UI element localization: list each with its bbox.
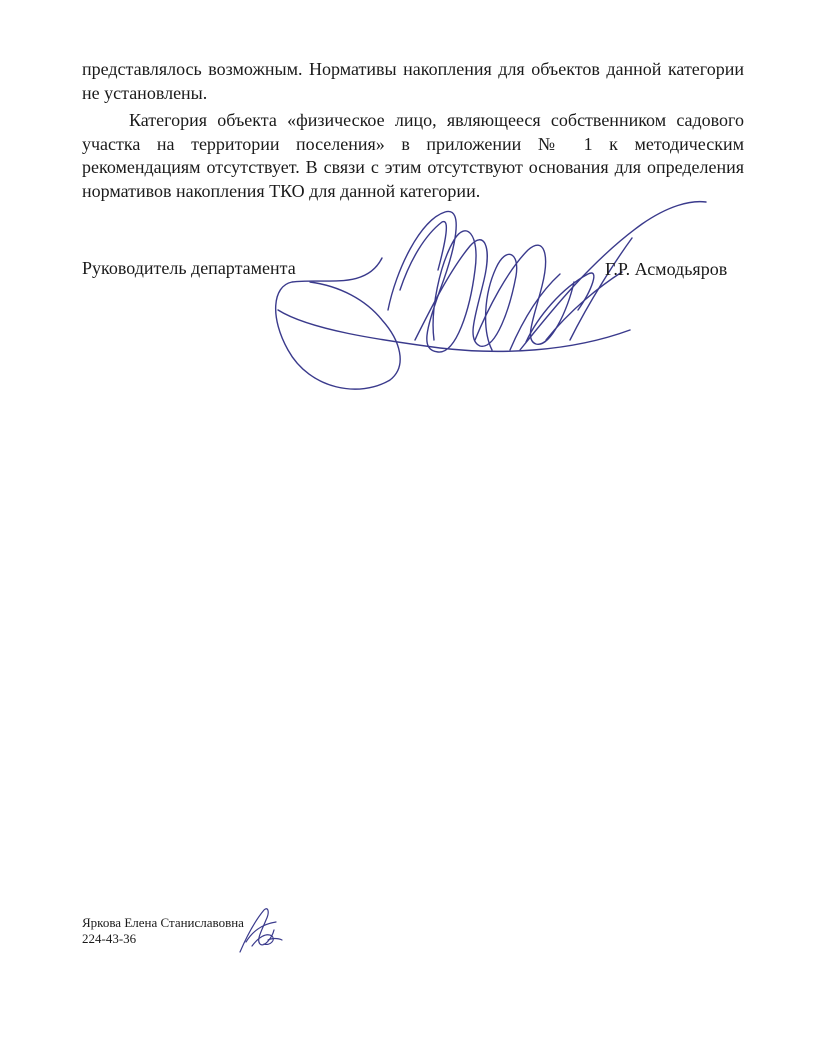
handwritten-initials-icon	[232, 902, 284, 960]
letter-body	[82, 58, 744, 203]
executor-name: Яркова Елена Станиславовна	[82, 915, 244, 930]
paragraph-1: представлялось возможным. Нормативы накопления для объектов данной категории не установлены.	[82, 59, 744, 103]
executor-block	[82, 915, 244, 947]
handwritten-signature-icon	[270, 190, 730, 405]
paragraph-2: Категория объекта «физическое лицо, являющееся собственником садового участка на территории поселения» в приложении № 1 к методическим рекомендациям отсутствует. В связи с этим отсутствуют основания для определения нормативов накопления ТКО для данной категории.	[82, 110, 744, 201]
signatory-role: Руководитель департамента	[82, 258, 296, 278]
signatory-name: Г.Р. Асмодьяров	[605, 259, 728, 279]
executor-phone: 224-43-36	[82, 931, 137, 946]
